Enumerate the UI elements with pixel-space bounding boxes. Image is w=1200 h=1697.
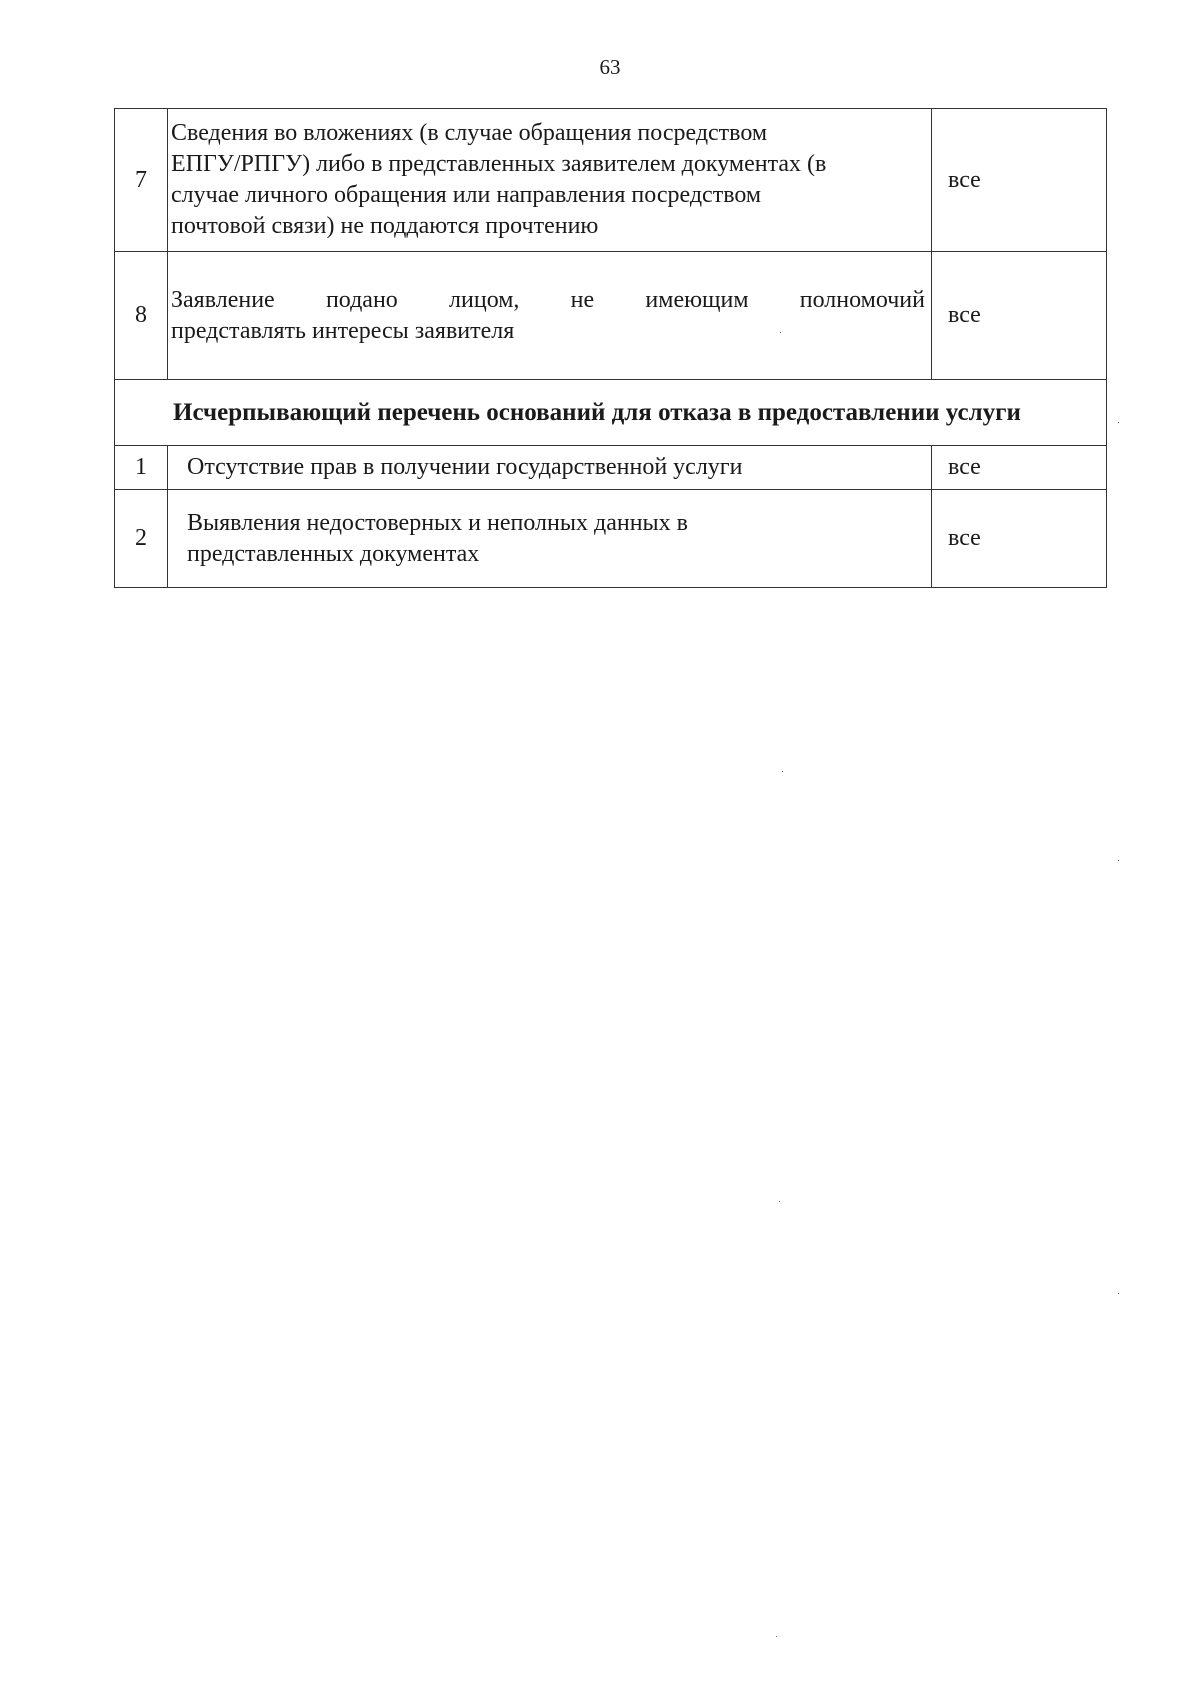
row-scope: все [932,490,1107,588]
row-number: 2 [115,490,168,588]
row-description-line-1: Заявление подано лицом, не имеющим полномочий [171,286,925,313]
table-row [115,109,1107,252]
table-row [115,490,1107,588]
scan-speck [1118,1293,1119,1294]
section-heading-row [115,380,1107,446]
scan-speck [782,771,783,772]
row-description: Отсутствие прав в получении государственной услуги [168,446,932,490]
grounds-table [114,108,1107,588]
row-scope: все [932,252,1107,380]
page-number: 63 [599,55,621,79]
scan-speck [779,1201,780,1202]
row-description-line-2: представлять интересы заявителя [171,317,515,344]
row-number: 8 [115,252,168,380]
row-number: 1 [115,446,168,490]
row-description [168,252,932,380]
row-description [168,490,932,588]
scan-speck [780,332,781,333]
row-scope: все [932,446,1107,490]
scan-speck [776,1636,777,1637]
table-row [115,446,1107,490]
section-heading: Исчерпывающий перечень оснований для отказа в предоставлении услуги [115,380,1107,446]
table-row [115,252,1107,380]
row-number: 7 [115,109,168,252]
scan-speck [1118,860,1119,861]
row-scope: все [932,109,1107,252]
scan-speck [1118,422,1119,423]
row-description-text: Выявления недостоверных и неполных данных в представленных документах [187,509,688,567]
row-description [168,109,932,252]
row-description-text: Сведения во вложениях (в случае обращения посредством ЕПГУ/РПГУ) либо в представленных заявителем документах (в случае личного обращения или направления посредством почтовой связи) не поддаются прочтению [171,120,827,239]
